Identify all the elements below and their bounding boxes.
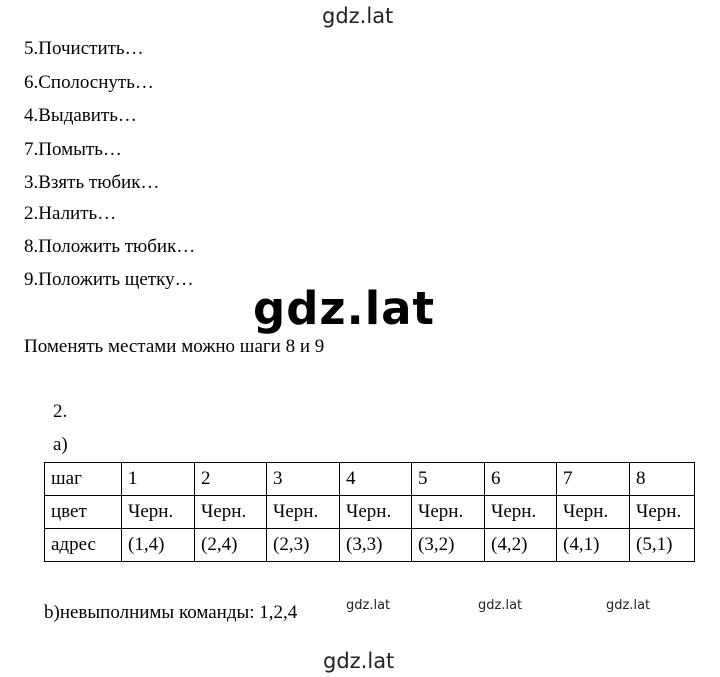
table-cell: адрес	[45, 529, 122, 562]
step-color-address-table	[44, 462, 695, 562]
table-cell: (3,3)	[340, 529, 412, 562]
table-cell: (2,3)	[267, 529, 340, 562]
table-cell: 4	[340, 463, 412, 496]
watermark-small-1: gdz.lat	[346, 598, 391, 613]
table-row-step	[45, 463, 695, 496]
table-cell: Черн.	[412, 496, 485, 529]
table-cell: 1	[122, 463, 195, 496]
table-cell: (4,1)	[557, 529, 630, 562]
table-cell: Черн.	[340, 496, 412, 529]
table-cell: Черн.	[485, 496, 557, 529]
table-cell: 6	[485, 463, 557, 496]
step-item: 5.Почистить…	[24, 38, 144, 59]
table-cell: Черн.	[195, 496, 267, 529]
table-cell: (4,2)	[485, 529, 557, 562]
table-cell: 5	[412, 463, 485, 496]
table-cell: шаг	[45, 463, 122, 496]
table-cell: 3	[267, 463, 340, 496]
table-cell: 7	[557, 463, 630, 496]
table-cell: (3,2)	[412, 529, 485, 562]
step-item: 8.Положить тюбик…	[24, 236, 196, 257]
watermark-top: gdz.lat	[322, 4, 394, 28]
watermark-bottom: gdz.lat	[323, 649, 395, 673]
step-item: 7.Помыть…	[24, 139, 122, 160]
table-row-color	[45, 496, 695, 529]
table-cell: Черн.	[630, 496, 695, 529]
part-b-text: b)невыполнимы команды: 1,2,4	[44, 602, 298, 623]
table-cell: (5,1)	[630, 529, 695, 562]
watermark-small-2: gdz.lat	[478, 598, 523, 613]
table-cell: Черн.	[122, 496, 195, 529]
table-cell: Черн.	[267, 496, 340, 529]
step-item: 9.Положить щетку…	[24, 269, 194, 290]
table-cell: (2,4)	[195, 529, 267, 562]
step-item: 6.Сполоснуть…	[24, 72, 154, 93]
swap-note: Поменять местами можно шаги 8 и 9	[24, 336, 325, 357]
step-item: 4.Выдавить…	[24, 105, 137, 126]
step-item: 2.Налить…	[24, 203, 117, 224]
table-row-address	[45, 529, 695, 562]
table-cell: 2	[195, 463, 267, 496]
table-cell: 8	[630, 463, 695, 496]
table-cell: Черн.	[557, 496, 630, 529]
table-cell: цвет	[45, 496, 122, 529]
step-item: 3.Взять тюбик…	[24, 172, 160, 193]
task-number: 2.	[53, 401, 68, 422]
part-a-label: a)	[53, 434, 68, 455]
watermark-small-3: gdz.lat	[606, 598, 651, 613]
table-cell: (1,4)	[122, 529, 195, 562]
watermark-center: gdz.lat	[253, 282, 436, 335]
